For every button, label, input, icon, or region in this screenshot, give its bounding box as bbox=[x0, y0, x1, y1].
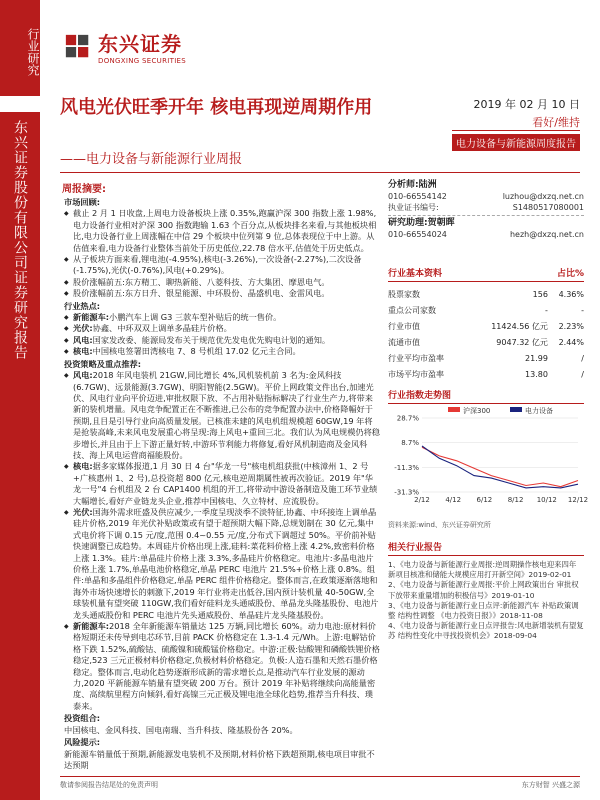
bullet-text: 2018 年风电装机 21GW,同比增长 4%,风机装机前 3 名为:金风科技(6.7GW)、远景能源(3.7GW)、明阳智能(2.5GW)。平价上网政策文件出台,加速光伏、风电行业向平价迈进,审批权限下放、不占用补贴指标解决了行业生产力,将带来新的装机增量。风电竞争配置正在不断推进,已公布的竞争配置办法中,价格降幅好于预期,且目是引导行业向高质量发展。已核准未建的风电机组规模超 60GW,19 年将是抢装高峰,未来风电发展重心将呈现:海上风电+重回三北。我们认为风电规模仍将稳步增长,并且由于上下游正量好转,中游环节利能力将修复,看好风机制造商及金风科技、海上风电运营商福能股份。 bbox=[73, 370, 380, 460]
report-item[interactable]: 1、《电力设备与新能源行业周报:逆周期操作核电迎来四年 新项目核准和储能大规模应用打开新空间》2019-02-01 bbox=[388, 560, 577, 580]
report-item[interactable]: 3、《电力设备与新能源行业日点评:新能源汽车 补贴政策调整 结构性调整 《电力投资日报》》2018-11-08 bbox=[388, 600, 579, 621]
table-cell-label: 市场平均市盈率 bbox=[388, 369, 444, 379]
reports-header bbox=[388, 540, 584, 556]
reports-title: 相关行业报告 bbox=[388, 543, 443, 553]
bullet-item bbox=[64, 277, 380, 288]
logo-text-en: DONGXING SECURITIES bbox=[98, 57, 187, 65]
bullet-title: 新能源车: bbox=[73, 312, 110, 323]
assistant-phone: 010-66554024 bbox=[388, 230, 447, 239]
y-tick-label: 8.7% bbox=[401, 439, 419, 448]
table-cell-value: 13.80 bbox=[525, 369, 548, 379]
report-subtitle: ——电力设备与新能源行业周报 bbox=[60, 152, 243, 167]
report-item[interactable]: 4、《电力设备与新能源行业日点评报告:风电新增装机有望复苏 结构性变化中寻找投资机会》2018-09-04 bbox=[388, 621, 584, 641]
bullet-item bbox=[64, 312, 380, 323]
publisher-label: 东兴证券股份有限公司证券研究报告 bbox=[0, 112, 40, 800]
page-footer bbox=[60, 776, 580, 790]
chart-source: 资料来源:wind、东兴证券研究所 bbox=[388, 521, 491, 529]
index-chart bbox=[388, 404, 589, 516]
rating-label: 看好/维持 bbox=[452, 114, 580, 131]
section-heading: 行业热点: bbox=[64, 300, 101, 311]
x-tick-label: 10/12 bbox=[536, 496, 557, 504]
analyst-info bbox=[388, 180, 584, 240]
section-heading: 投资组合: bbox=[64, 713, 101, 724]
table-cell-pct: 4.36% bbox=[558, 289, 584, 299]
bullet-item bbox=[64, 208, 380, 254]
table-row bbox=[388, 318, 584, 334]
report-type-badge: 电力设备与新能源周度报告 bbox=[452, 134, 580, 151]
bullet-title: 核电: bbox=[73, 461, 93, 472]
bullet-text: 从子板块方面来看,锂电池(-4.95%),核电(-3.26%),一次设备(-2.27%),二次设备(-1.75%),光伏(-0.76%),风电(+0.29%)。 bbox=[73, 254, 362, 276]
bullet-item bbox=[64, 254, 380, 277]
table-cell-label: 重点公司家数 bbox=[388, 305, 436, 315]
table-cell-label: 行业市值 bbox=[388, 321, 420, 331]
bullet-text: 股价涨幅前五:东方精工、聊热新能、八菱科技、方大集团、摩恩电气。 bbox=[73, 276, 330, 287]
summary-heading: 周报摘要: bbox=[62, 184, 106, 195]
side-panel bbox=[388, 180, 589, 642]
paragraph: 中国核电、金风科技、国电南瑞、当升科技、隆基股份各 20%。 bbox=[64, 724, 298, 735]
bullet-text: 国海外需求旺盛及供应减少,一季度呈现淡季不淡特征,协鑫、中环接连上调单晶硅片价格,2019 年光伏补贴政策或有望于超预期大幅下降,总规划制在 30 亿元,集中式电价将下调 0.15 元/度,范围 0.4~0.55 元/度,分布式下调超过 50%。平价前补贴快速调整已成趋势。本周硅片价格出现上涨,硅料:菜花料价格上涨 4.2%,致密料价格上涨 1.3%。硅片:单晶硅片价格上涨 3.3%,多晶硅片价格稳定。电池片:多晶电池片价格上涨 1.7%,单晶电池价格稳定,单晶 PERC 电池片 21.5%+价格上涨 0.8%。组件:单晶和多晶组件价格稳定,单晶 PERC 组件价格稳定。整体而言,在政策逐渐落地和海外市场快速增长的刺激下,2019 年行业将走出低谷,国内预计装机量 40-50GW,全球装机量有望突破 110GW,我们看好硅料龙头通威股份、单晶龙头隆基股份、电池片龙头通威股份和 PERC 电池片先头通威股份、单晶硅片龙头隆基股份。 bbox=[73, 506, 379, 620]
table-cell-label: 股票家数 bbox=[388, 289, 420, 299]
divider bbox=[60, 172, 580, 173]
company-logo bbox=[64, 28, 186, 65]
legend-label: 电力设备 bbox=[525, 407, 553, 415]
section-heading: 投资策略及重点推荐: bbox=[64, 358, 141, 369]
table-cell-label: 流通市值 bbox=[388, 337, 420, 347]
table-cell-label: 行业平均市盈率 bbox=[388, 353, 444, 363]
x-tick-label: 6/12 bbox=[476, 496, 493, 504]
legend-swatch bbox=[448, 407, 460, 412]
category-label: 行业研究 bbox=[0, 0, 40, 96]
bullet-item bbox=[64, 621, 380, 712]
bullet-text: 据多家媒体报道,1 月 30 日 4 台"华龙一号"核电机组获批(中核漳州 1、2 号+广核惠州 1、2 号),总投资超 800 亿元,核电逆周期属性被再次验证。2019 年"华龙一号"4 台机组及 2 台 CAP1400 机组的开工,将带动中游设备制造及施工环节业绩大幅增长,看好产业链龙头企业,推荐中国核电、久立特材、应流股份。 bbox=[73, 461, 378, 506]
report-date: 2019 年 02 月 10 日 bbox=[473, 98, 580, 111]
x-tick-label: 4/12 bbox=[445, 496, 462, 504]
analyst-phone: 010-66554142 bbox=[388, 192, 447, 201]
table-row bbox=[388, 350, 584, 366]
section-heading: 风险提示: bbox=[64, 737, 101, 748]
bullet-title: 核电: bbox=[73, 346, 93, 357]
bullet-item bbox=[64, 323, 380, 334]
table-row bbox=[388, 302, 584, 318]
chart-title: 行业指数走势图 bbox=[388, 391, 452, 401]
series-line bbox=[422, 446, 578, 488]
reports-list bbox=[388, 560, 584, 642]
disclaimer-note: 敬请参阅报告结尾处的免责声明 bbox=[60, 781, 158, 789]
legend-swatch bbox=[510, 407, 522, 412]
bullet-item bbox=[64, 507, 380, 621]
bullet-title: 光伏: bbox=[73, 506, 93, 517]
x-tick-label: 12/12 bbox=[567, 496, 589, 504]
y-tick-label: -11.3% bbox=[394, 463, 419, 472]
section-heading: 市场回顾: bbox=[64, 197, 101, 207]
x-tick-label: 2/12 bbox=[414, 496, 430, 504]
analyst-name: 分析师:陆洲 bbox=[388, 180, 437, 190]
footer-slogan: 东方财智 兴盛之源 bbox=[521, 781, 580, 789]
analyst-cert: S1480517080001 bbox=[512, 203, 584, 212]
logo-icon bbox=[64, 33, 92, 61]
table-cell-pct: / bbox=[581, 353, 584, 363]
table-row bbox=[388, 366, 584, 382]
bullet-title: 风电: bbox=[73, 370, 93, 381]
bullet-text: 协鑫、中环双双上调单多晶硅片价格。 bbox=[92, 323, 232, 334]
bullet-text: 小鹏汽车上调 G3 三款车型补贴后的统一售价。 bbox=[109, 312, 282, 323]
logo-text-cn: 东兴证券 bbox=[98, 32, 182, 56]
table-cell-value: 21.99 bbox=[525, 353, 548, 363]
report-item[interactable]: 2、《电力设备与新能源行业周报:平价上网政策出台 审批权下放带来重量增加的积极信号》2019-01-10 bbox=[388, 580, 579, 600]
legend-label: 沪深300 bbox=[463, 407, 491, 415]
report-meta bbox=[452, 96, 580, 151]
index-chart-box bbox=[388, 388, 589, 530]
bullet-text: 2018 全年新能源车销量达 125 万辆,同比增长 60%。动力电池:原材料价格短期还未传导到电芯环节,目前 PACK 价格稳定在 1.3-1.4 元/Wh。上游:电解钴价格下跌 1.52%,硫酸钴、硫酸镍和硫酸锰价格稳定。中游:正极:钴酸锂和磷酸铁锂价格稳定,523 三元正极材料价格稳定,负极材料价格稳定。负极:人造石墨和天然石墨价格稳定。整体而言,电动化趋势逐渐形成新的需求增长点,是推动汽车行业发展的源动力,2020 平新能源车销量有望突破 200 万台。预计 2019 年补贴将继续向高能量密度、高续航里程方向倾斜,看好高镍三元正极及锂电池全球化趋势,推荐当升科技、璞泰来。 bbox=[73, 621, 380, 711]
bullet-text: 股价涨幅前五:东方日升、银星能源、中环股份、晶盛机电、金雷风电。 bbox=[73, 288, 330, 299]
bullet-item bbox=[64, 370, 380, 461]
table-cell-pct: 2.44% bbox=[558, 337, 584, 347]
bullet-title: 光伏: bbox=[73, 323, 93, 334]
y-tick-label: -31.3% bbox=[394, 488, 419, 497]
bullet-item bbox=[64, 461, 380, 507]
table-cell-value: 11424.56 亿元 bbox=[491, 321, 548, 331]
bullet-title: 新能源车: bbox=[73, 621, 110, 632]
table-cell-pct: 2.23% bbox=[558, 321, 584, 331]
bullet-text: 中国核电签署田湾核电 7、8 号机组 17.02 亿元主合同。 bbox=[92, 346, 301, 357]
table-row bbox=[388, 286, 584, 302]
table-cell-value: 9047.32 亿元 bbox=[496, 337, 548, 347]
table-cell-value: - bbox=[545, 305, 548, 315]
bullet-item bbox=[64, 335, 380, 346]
basic-data-header bbox=[388, 266, 584, 282]
related-reports bbox=[388, 540, 584, 642]
assistant-name: 研究助理:贺朝晖 bbox=[388, 218, 455, 228]
y-tick-label: 28.7% bbox=[396, 414, 419, 423]
report-title: 风电光伏旺季开年 核电再现逆周期作用 bbox=[60, 97, 373, 118]
bullet-title: 风电: bbox=[73, 334, 93, 345]
table-row bbox=[388, 334, 584, 350]
x-tick-label: 8/12 bbox=[507, 496, 524, 504]
basic-data-table bbox=[388, 286, 584, 382]
cert-label: 执业证书编号: bbox=[388, 203, 439, 212]
bullet-item bbox=[64, 346, 380, 357]
summary-body bbox=[64, 196, 380, 771]
table-cell-pct: - bbox=[581, 305, 584, 315]
sidebar bbox=[0, 0, 40, 800]
assistant-email: hezh@dxzq.net.cn bbox=[509, 230, 584, 239]
chart-header bbox=[388, 388, 584, 404]
basic-data-pct-header: 占比% bbox=[556, 269, 584, 279]
analyst-email: luzhou@dxzq.net.cn bbox=[502, 192, 584, 201]
table-cell-pct: / bbox=[581, 369, 584, 379]
bullet-item bbox=[64, 288, 380, 299]
bullet-text: 截止 2 月 1 日收盘,上周电力设备板块上涨 0.35%,跑赢沪深 300 指数上涨 1.98%,电力设备行业相对沪深 300 指数跑输 1.63 个百分点,从板块排名来看,与其他板块相比,电力设备行业上周涨幅在中信 29 个板块中位列第 9 位,总体表现位于中上游。从估值来看,电力设备行业整体当前处于历史低位,22.78 倍水平,估值处于历史低点。 bbox=[73, 208, 377, 253]
table-cell-value: 156 bbox=[532, 289, 548, 299]
bullet-text: 国家发改委、能源局发布关于规范优先发电优先购电计划的通知。 bbox=[92, 334, 331, 345]
basic-data-title: 行业基本资料 bbox=[388, 269, 443, 279]
paragraph: 新能源车销量低于预期,新能源发电装机不及预期,材料价格下跌超预期,核电项目审批不达预期 bbox=[64, 748, 375, 770]
